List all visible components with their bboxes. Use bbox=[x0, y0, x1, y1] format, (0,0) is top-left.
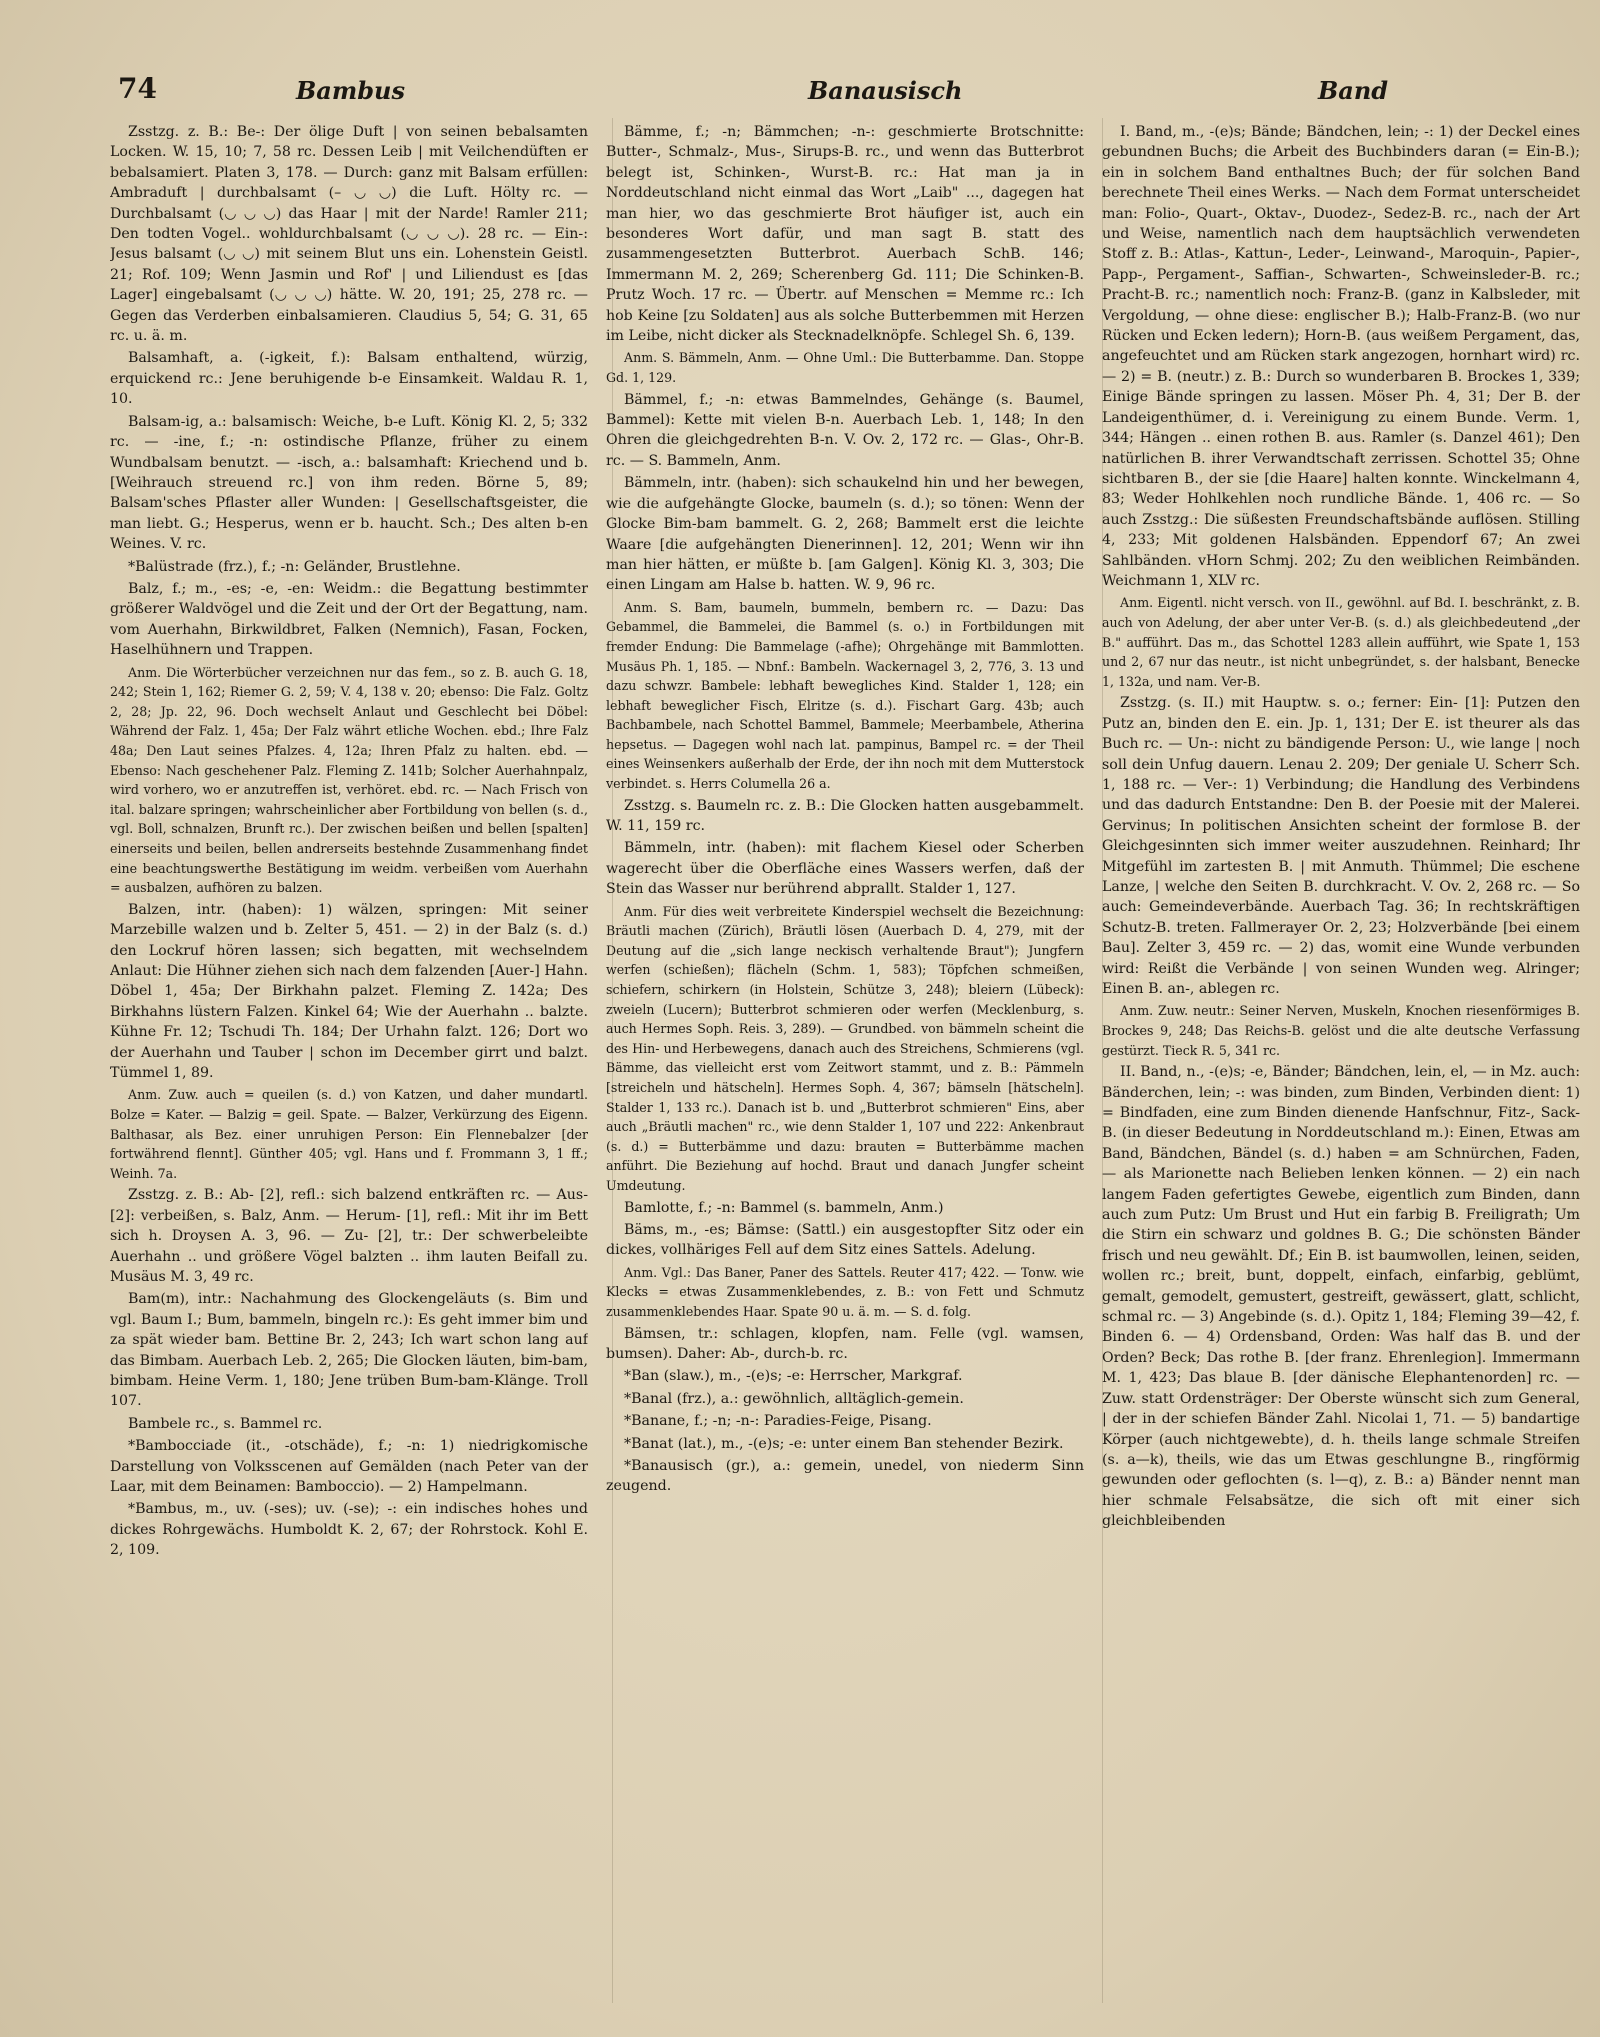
dictionary-note: Anm. S. Bam, baumeln, bummeln, bembern rc. — Dazu: Das Gebammel, die Bammelei, die Bammel (s. o.) in Fortbildungen mit fremder Endung: Die Bammelage (-afhe); Ohrgehänge mit Bammlotten. Musäus Ph. 1, 185. — Nbnf.: Bambeln. Wackernagel 3, 2, 776, 3. 13 und dazu schwzr. Bambele: lebhaft bewegliches Kind. Stalder 1, 128; ein lebhaft beweglicher Fisch, Elritze (s. d.). Fischart Garg. 43b; auch Bachbambele, nach Schottel Bammel, Bammele; Meerbambele, Atherina hepsetus. — Dagegen wohl nach lat. pampinus, Bampel rc. = der Theil eines Weinsenkers außerhalb der Erde, der ihn noch mit dem Mutterstock verbindet. s. Herrs Columella 26 a. bbox=[606, 599, 1084, 792]
dictionary-entry: *Balüstrade (frz.), f.; -n: Geländer, Brustlehne. bbox=[128, 558, 461, 575]
left-catchword: Bambus bbox=[296, 76, 405, 105]
dictionary-entry: Bämmeln, intr. (haben): sich schaukelnd hin und her bewegen, wie die aufgehängte Glocke, baumeln (s. d.); so tönen: Wenn der Glocke Bim-bam bammelt. G. 2, 268; Bammelt erst die leichte Waare [die aufgehängten Dienerinnen]. 12, 201; Wenn wir ihn man hier hätten, er müßte b. [am Galgen]. König Kl. 3, 303; Die einen Lingam am Halse b. hatten. W. 9, 96 rc. bbox=[606, 475, 1084, 594]
dictionary-entry: *Banal (frz.), a.: gewöhnlich, alltäglich-gemein. bbox=[624, 1390, 964, 1407]
dictionary-entry: Balsamhaft, a. (-igkeit, f.): Balsam enthaltend, würzig, erquickend rc.: Jene beruhigende b-e Einsamkeit. Waldau R. 1, 10. bbox=[110, 350, 588, 408]
dictionary-entry: Bamlotte, f.; -n: Bammel (s. bammeln, Anm.) bbox=[624, 1199, 944, 1216]
dictionary-entry: Zsstzg. (s. II.) mit Hauptw. s. o.; ferner: Ein- [1]: Putzen den Putz an, binden den E. ein. Jp. 1, 131; Der E. ist theurer als das Buch rc. — Un-: nicht zu bändigende Person: U., wie lange | noch soll dein Unfug dauern. Lenau 2. 209; Der geniale U. Scherr Sch. 1, 188 rc. — Ver-: 1) Verbindung; die Handlung des Verbindens und das dadurch Entstandne: Den B. der Poesie mit der Malerei. Gervinus; In politischen Ansichten scheint der formlose B. der Gleichgesinnten sich immer weiter auszudehnen. Reinhard; Ihr Mitgefühl im zartesten B. | mit Anmuth. Thümmel; Die eschene Lanze, | welche den Seiten B. durchkracht. V. Ov. 2, 268 rc. — So auch: Gemeindeverbände. Auerbach Tag. 36; In rechtskräftigen Schutz-B. treten. Fallmerayer Or. 2, 23; Holzverbände [bei einem Bau]. Zelter 3, 459 rc. — 2) das, womit eine Wunde verbunden wird: Reißt die Verbände | von seinen Wunden weg. Alringer; Einen B. an-, ablegen rc. bbox=[1102, 695, 1580, 997]
dictionary-entry: Zsstzg. s. Baumeln rc. z. B.: Die Glocken hatten ausgebammelt. W. 11, 159 rc. bbox=[606, 797, 1084, 835]
dictionary-note: Anm. Die Wörterbücher verzeichnen nur das fem., so z. B. auch G. 18, 242; Stein 1, 162; Riemer G. 2, 59; V. 4, 138 v. 20; ebenso: Die Falz. Goltz 2, 28; Jp. 22, 96. Doch wechselt Anlaut und Geschlecht bei Döbel: Während der Falz. 1, 45a; Der Falz währt etliche Wochen. ebd.; Ihre Falz 48a; Den Laut seines Pfalzes. 4, 12a; Ihren Pfalz zu halten. ebd. — Ebenso: Nach geschehener Palz. Fleming Z. 141b; Solcher Auerhahnpalz, wird vorhero, wo er anzutreffen ist, verhöret. ebd. rc. — Nach Frisch von ital. balzare springen; wahrscheinlicher aber Fortbildung von bellen (s. d., vgl. Boll, schnalzen, Brunft rc.). Der zwischen beißen und bellen [spalten] einerseits und beilen, bellen andrerseits bestehnde Zusammenhang findet eine beachtungswerthe Bestätigung im weidm. verbeißen vom Auerhahn = ausbalzen, aufhören zu balzen. bbox=[110, 664, 588, 896]
dictionary-entry: *Bambus, m., uv. (-ses); uv. (-se); -: ein indisches hohes und dickes Rohrgewächs. Humboldt K. 2, 67; der Rohrstock. Kohl E. 2, 109. bbox=[110, 1501, 588, 1559]
text-columns bbox=[110, 122, 1580, 2002]
column-middle bbox=[606, 122, 1084, 2002]
running-header bbox=[108, 72, 1540, 116]
dictionary-note: Anm. Vgl.: Das Baner, Paner des Sattels. Reuter 417; 422. — Tonw. wie Klecks = etwas Zusammenklebendes, z. B.: von Fett und Schmutz zusammenklebendes Haar. Spate 90 u. ä. m. — S. d. folg. bbox=[606, 1264, 1084, 1319]
page-number: 74 bbox=[118, 72, 157, 105]
dictionary-note: Anm. Eigentl. nicht versch. von II., gewöhnl. auf Bd. I. beschränkt, z. B. auch von Adelung, der aber unter Ver-B. (s. d.) als gleichbedeutend „der B." aufführt. Das m., das Schottel 1283 allein aufführt, wie Spate 1, 153 und 2, 67 nur das neutr., ist nicht unbegründet, s. der halsbant, Benecke 1, 132a, und nam. Ver-B. bbox=[1102, 595, 1580, 689]
dictionary-entry: *Banat (lat.), m., -(e)s; -e: unter einem Ban stehender Bezirk. bbox=[624, 1435, 1064, 1452]
dictionary-entry: *Banausisch (gr.), a.: gemein, unedel, von niederm Sinn zeugend. bbox=[606, 1458, 1084, 1495]
dictionary-entry: Bämme, f.; -n; Bämmchen; -n-: geschmierte Brotschnitte: Butter-, Schmalz-, Mus-, Sirups-B. rc., und wenn das Butterbrot belegt ist, Schinken-, Wurst-B. rc.: Hat man ja in Norddeutschland nicht einmal das Wort „Laib" ..., dagegen hat man hier, wo das geschmierte Brot häufiger ist, auch ein besonderes Wort dafür, und man sagt B. statt des zusammengesetzten Butterbrot. Auerbach SchB. 146; Immermann M. 2, 269; Scherenberg Gd. 111; Die Schinken-B. Prutz Woch. 17 rc. — Übertr. auf Menschen = Memme rc.: Ich hob Keine [zu Soldaten] aus als solche Butterbemmen mit Herzen im Leibe, nicht dicker als Stecknadelknöpfe. Schlegel Sh. 6, 139. bbox=[606, 124, 1084, 345]
column-left bbox=[110, 122, 588, 2002]
dictionary-entry: Bämsen, tr.: schlagen, klopfen, nam. Felle (vgl. wamsen, bumsen). Daher: Ab-, durch-b. rc. bbox=[606, 1325, 1084, 1362]
dictionary-entry: Balsam-ig, a.: balsamisch: Weiche, b-e Luft. König Kl. 2, 5; 332 rc. — -ine, f.; -n: ostindische Pflanze, früher zu einem Wundbalsam benutzt. — -isch, a.: balsamhaft: Kriechend und b. [Weihrauch streuend rc.] von ihm reden. Börne 5, 89; Balsam'sches Pflaster aller Wunden: | Gesellschaftsgeister, die man liebt. G.; Hesperus, wenn er b. haucht. Sch.; Des alten b-en Weines. V. rc. bbox=[110, 413, 588, 553]
center-catchword: Banausisch bbox=[808, 76, 963, 105]
dictionary-entry: Zsstzg. z. B.: Be-: Der ölige Duft | von seinen bebalsamten Locken. W. 15, 10; 7, 58 rc. Dessen Leib | mit Veilchendüften er bebalsamiert. Platen 3, 178. — Durch: ganz mit Balsam erfüllen: Ambraduft | durchbalsamt (– ◡ ◡) die Luft. Hölty rc. — Durchbalsamt (◡ ◡ ◡) das Haar | mit der Narde! Ramler 211; Den todten Vogel.. wohldurchbalsamt (◡ ◡ ◡). 28 rc. — Ein-: Jesus balsamt (◡ ◡) mit seinem Blut uns ein. Lohenstein Geistl. 21; Rof. 109; Wenn Jasmin und Rof' | und Liliendust es [das Lager] eingebalsamt (◡ ◡ ◡) hätte. W. 20, 191; 25, 278 rc. — Gegen das Verderben einbalsamieren. Claudius 5, 54; G. 31, 65 rc. u. ä. m. bbox=[110, 124, 588, 345]
dictionary-entry: Bäms, m., -es; Bämse: (Sattl.) ein ausgestopfter Sitz oder ein dickes, vollhäriges Fell auf dem Sitz eines Sattels. Adelung. bbox=[606, 1222, 1084, 1259]
dictionary-entry: Bambele rc., s. Bammel rc. bbox=[128, 1415, 323, 1432]
dictionary-entry: *Bambocciade (it., -otschäde), f.; -n: 1) niedrigkomische Darstellung von Volksscenen auf Gemälden (nach Peter van der Laar, mit dem Beinamen: Bamboccio). — 2) Hampelmann. bbox=[110, 1438, 588, 1495]
dictionary-note: Anm. Zuw. neutr.: Seiner Nerven, Muskeln, Knochen riesenförmiges B. Brockes 9, 248; Das Reichs-B. gelöst und die alte deutsche Verfassung gestürzt. Tieck R. 5, 341 rc. bbox=[1102, 1003, 1580, 1058]
dictionary-entry: Zsstzg. z. B.: Ab- [2], refl.: sich balzend entkräften rc. — Aus- [2]: verbeißen, s. Balz, Anm. — Herum- [1], refl.: Mit ihr im Bett sich h. Droysen A. 3, 96. — Zu- [2], tr.: Der schwerbeleibte Auerhahn .. und größere Vögel balzten .. ihm lauten Beifall zu. Musäus M. 3, 49 rc. bbox=[110, 1187, 588, 1285]
dictionary-note: Anm. Für dies weit verbreitete Kinderspiel wechselt die Bezeichnung: Bräutli machen (Zürich), Bräutli lösen (Auerbach D. 4, 279, mit der Deutung auf die „sich lange neckisch verhaltende Braut"); Jungfern werfen (schießen); flächeln (Schm. 1, 583); Töpfchen schmeißen, schiefern, schirkern (in Holstein, Schütze 3, 248); bleiern (Lübeck): zweieln (Lucern); Butterbrot schmieren oder werfen (Mecklenburg, s. auch Hermes Soph. Reis. 3, 289). — Grundbed. von bämmeln scheint die des Hin- und Herbewegens, danach auch des Streichens, Schmierens (vgl. Bämme, das vielleicht erst vom Zeitwort stammt, und z. B.: Pämmeln [streicheln und hätscheln]. Hermes Soph. 4, 367; bämseln [hätscheln]. Stalder 1, 133 rc.). Danach ist b. und „Butterbrot schmieren" Eins, aber auch „Bräutli machen" rc., wie denn Stalder 1, 107 und 222: Ankenbraut (s. d.) = Butterbämme und dazu: brauten = Butterbämme machen anführt. Die Beziehung auf hochd. Braut und danach Jungfer scheint Umdeutung. bbox=[606, 903, 1084, 1193]
dictionary-entry: I. Band, m., -(e)s; Bände; Bändchen, lein; -: 1) der Deckel eines gebundnen Buchs; die Arbeit des Buchbinders daran (= Ein-B.); ein in solchem Band enthaltnes Buch; der für solchen Band berechnete Theil eines Werks. — Nach dem Format unterscheidet man: Folio-, Quart-, Oktav-, Duodez-, Sedez-B. rc., nach der Art und Weise, namentlich nach dem hauptsächlich verwendeten Stoff z. B.: Atlas-, Kattun-, Leder-, Leinwand-, Maroquin-, Papier-, Papp-, Pergament-, Saffian-, Schwarten-, Schweinsleder-B. rc.; Pracht-B. rc.; namentlich noch: Franz-B. (ganz in Kalbsleder, mit Vergoldung, — ohne diese: englischer B.); Halb-Franz-B. (wo nur Rücken und Ecken ledern); Horn-B. (aus weißem Pergament, das, angefeuchtet und am Rücken stark angezogen, hornhart wird) rc. — 2) = B. (neutr.) z. B.: Durch so wunderbaren B. Brockes 1, 339; Einige Bände springen zu lassen. Möser Ph. 4, 31; Der B. der Landeigenthümer, d. i. Vereinigung zu einem Bunde. Verm. 1, 344; Hängen .. einen rothen B. aus. Ramler (s. Danzel 461); Den natürlichen B. ihrer Verwandtschaft zerrissen. Schottel 35; Ohne sichtbaren B., der sie [die Haare] halten konnte. Winckelmann 4, 83; Weder Hohlkehlen noch rundliche Bände. 1, 406 rc. — So auch Zsstzg.: Die süßesten Freundschaftsbände auflösen. Stilling 4, 233; Mit goldenen Halsbänden. Eppendorf 67; An zwei Sahlbänden. vHorn Schmj. 202; Zu den weiblichen Reimbänden. Weichmann 1, XLV rc. bbox=[1102, 124, 1580, 589]
dictionary-entry: II. Band, n., -(e)s; -e, Bänder; Bändchen, lein, el, — in Mz. auch: Bänderchen, lein; -: was binden, zum Binden, Verbinden dient: 1) = Bindfaden, eine zum Binden dienende Hanfschnur, Fitz-, Sack-B. (in dieser Bedeutung in Norddeutschland m.): Einen, Etwas am Band, Bändchen, Bändel (s. d.) haben = am Schnürchen, Faden, — als Marionette nach Belieben lenken können. — 2) ein nach langem Faden gefertigtes Gewebe, eigentlich zum Binden, dann auch zum Putz: Um Brust und Hut ein farbig B. Freiligrath; Um die Stirn ein schwarz und goldnes B. G.; Die schönsten Bänder frisch und neu gewählt. Df.; Ein B. ist baumwollen, leinen, seiden, wollen rc.; breit, bunt, doppelt, einfach, einfarbig, geblümt, gemalt, gemodelt, gemustert, gestreift, gewässert, glatt, schlicht, schmal rc. — 3) Angebinde (s. d.). Opitz 1, 184; Fleming 39—42, f. Binden 6. — 4) Ordensband, Orden: Was half das B. und der Orden? Beck; Das rothe B. [der franz. Ehrenlegion]. Immermann M. 1, 423; Das blaue B. [der dänische Elephantenorden] rc. — Zuw. statt Ordensträger: Der Oberste wünscht sich zum General, | der in der schiefen Bänder Zahl. Nicolai 1, 71. — 5) bandartige Körper (auch nichtgewebte), d. h. theils lange schmale Streifen (s. a—k), theils, wie das um Etwas geschlungne B., ringförmig gewunden oder geflochten (s. l—q), z. B.: a) Bänder nennt man hier schmale Felsabsätze, die sich oft mit einer sich gleichbleibenden bbox=[1102, 1064, 1580, 1530]
dictionary-entry: Bämmel, f.; -n: etwas Bammelndes, Gehänge (s. Baumel, Bammel): Kette mit vielen B-n. Auerbach Leb. 1, 148; In den Ohren die gleichgedrehten B-n. V. Ov. 2, 172 rc. — Glas-, Ohr-B. rc. — S. Bammeln, Anm. bbox=[606, 391, 1084, 469]
dictionary-entry: Balzen, intr. (haben): 1) wälzen, springen: Mit seiner Marzebille walzen und b. Zelter 5, 451. — 2) in der Balz (s. d.) den Lockruf hören lassen; sich begatten, mit wechselndem Anlaut: Die Hühner ziehen sich nach dem falzenden [Auer-] Hahn. Döbel 1, 45a; Der Birkhahn palzet. Fleming Z. 142a; Des Birkhahns lüstern Falzen. Kinkel 64; Wie der Auerhahn .. balzte. Kühne Fr. 12; Tschudi Th. 184; Der Urhahn falzt. 126; Dort wo der Auerhahn und Tauber | schon im December girrt und balzt. Tümmel 1, 89. bbox=[110, 901, 588, 1081]
dictionary-entry: Bam(m), intr.: Nachahmung des Glockengeläuts (s. Bim und vgl. Baum I.; Bum, bammeln, bingeln rc.): Es geht immer bim und za spät wieder bam. Bettine Br. 2, 243; Ich wart schon lang auf das Bimbam. Auerbach Leb. 2, 265; Die Glocken läuten, bim-bam, bimbam. Heine Verm. 1, 180; Jene trüben Bum-bam-Klänge. Troll 107. bbox=[110, 1291, 588, 1410]
column-right bbox=[1102, 122, 1580, 2002]
dictionary-entry: *Banane, f.; -n; -n-: Paradies-Feige, Pisang. bbox=[624, 1413, 932, 1430]
dictionary-note: Anm. Zuw. auch = queilen (s. d.) von Katzen, und daher mundartl. Bolze = Kater. — Balzig = geil. Spate. — Balzer, Verkürzung des Eigenn. Balthasar, als Bez. einer unruhigen Person: Ein Flennebalzer [der fortwährend flennt]. Günther 405; vgl. Hans und f. Frommann 3, 1 ff.; Weinh. 7a. bbox=[110, 1087, 588, 1181]
dictionary-entry: Balz, f.; m., -es; -e, -en: Weidm.: die Begattung bestimmter größerer Waldvögel und die Zeit und der Ort der Begattung, nam. vom Auerhahn, Birkwildbret, Falken (Nemnich), Fasan, Focken, Haselhühnern und Trappen. bbox=[110, 580, 588, 659]
dictionary-note: Anm. S. Bämmeln, Anm. — Ohne Uml.: Die Butterbamme. Dan. Stoppe Gd. 1, 129. bbox=[606, 350, 1084, 386]
dictionary-entry: *Ban (slaw.), m., -(e)s; -e: Herrscher, Markgraf. bbox=[624, 1368, 963, 1385]
right-catchword: Band bbox=[1318, 76, 1389, 105]
dictionary-entry: Bämmeln, intr. (haben): mit flachem Kiesel oder Scherben wagerecht über die Oberfläche eines Wassers werfen, daß der Stein das Wasser nur berührend abprallt. Stalder 1, 127. bbox=[606, 840, 1084, 898]
